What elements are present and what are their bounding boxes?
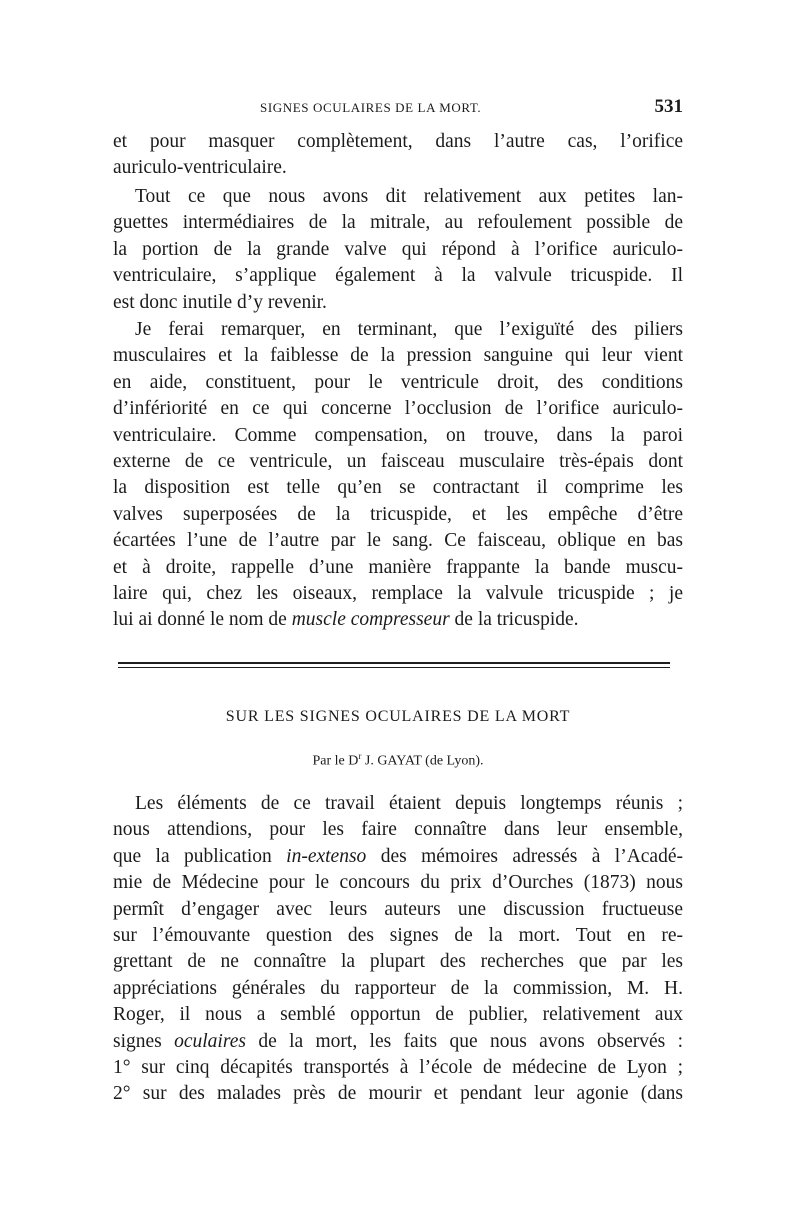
text-line [113, 607, 683, 633]
text-line: Les éléments de ce travail étaient depuis longtemps réunis ; [135, 793, 683, 814]
text-line: 1° sur cinq décapités transportés à l’école de médecine de Lyon ; [113, 1056, 683, 1078]
page-number: 531 [654, 96, 683, 117]
paragraph-muscle-compresseur [113, 317, 683, 634]
text-line: et pour masquer complètement, dans l’autre cas, l’orifice [113, 131, 683, 152]
text-line: Je ferai remarquer, en terminant, que l’exiguïté des piliers [135, 319, 683, 340]
text-line: laire qui, chez les oiseaux, remplace la valvule tricuspide ; je [113, 582, 683, 604]
text-line: musculaires et la faiblesse de la pression sanguine qui leur vient [113, 345, 683, 367]
text-line: ventriculaire, s’applique également à la valvule tricuspide. Il [113, 265, 683, 287]
text-line: Tout ce que nous avons dit relativement aux petites lan- [135, 186, 683, 207]
separator-rule-thick [118, 662, 670, 664]
text-run: de la tricuspide. [449, 609, 579, 631]
article-paragraph [113, 791, 683, 1108]
byline-prefix: Par le D [312, 753, 359, 769]
text-run: de la mort, les faits que nous avons observés : [245, 1030, 683, 1052]
paragraph-tricuspide [113, 184, 683, 316]
text-line: 2° sur des malades près de mourir et pendant leur agonie (dans [113, 1083, 683, 1105]
text-line: ventriculaire. Comme compensation, on trouve, dans la paroi [113, 424, 683, 446]
text-line: grettant de ne connaître la plupart des recherches que par les [113, 951, 683, 973]
text-line: appréciations générales du rapporteur de la commission, M. H. [113, 977, 683, 999]
text-line: la disposition est telle qu’en se contractant il comprime les [113, 477, 683, 499]
text-line: d’infériorité en ce qui concerne l’occlusion de l’orifice auriculo- [113, 398, 683, 420]
text-line: externe de ce ventricule, un faisceau musculaire très-épais dont [113, 450, 683, 472]
byline-author: J. GAYAT (de Lyon). [361, 753, 484, 769]
text-line: permît d’engager avec leurs auteurs une discussion fructueuse [113, 898, 683, 920]
text-line: Roger, il nous a semblé opportun de publier, relativement aux [113, 1004, 683, 1026]
text-line: valves superposées de la tricuspide, et les empêche d’être [113, 503, 683, 525]
text-line: la portion de la grande valve qui répond à l’orifice auriculo- [113, 238, 683, 260]
text-run: des mémoires adressés à l’Acadé- [366, 845, 683, 867]
text-line [113, 1029, 683, 1055]
running-head [113, 96, 683, 118]
separator-rule-thin [118, 667, 670, 668]
continuation-paragraph [113, 129, 683, 182]
italic-term: oculaires [174, 1030, 246, 1052]
article-byline [113, 751, 683, 770]
article-title: SUR LES SIGNES OCULAIRES DE LA MORT [225, 708, 571, 725]
text-line: et à droite, rappelle d’une manière frappante la bande muscu- [113, 556, 683, 578]
text-line: mie de Médecine pour le concours du prix d’Ourches (1873) nous [113, 872, 683, 894]
text-line: écartées l’une de l’autre par le sang. Ce faisceau, oblique en bas [113, 530, 683, 552]
text-run: signes [113, 1030, 175, 1052]
italic-term: in-extenso [286, 845, 367, 867]
byline-superscript: r [358, 751, 362, 761]
running-title: SIGNES OCULAIRES DE LA MORT. [260, 100, 482, 115]
text-line: nous attendions, pour les faire connaître dans leur ensemble, [113, 819, 683, 841]
italic-term: muscle compresseur [291, 609, 450, 631]
text-run: que la publication [113, 845, 287, 867]
text-line: guettes intermédiaires de la mitrale, au refoulement possible de [113, 212, 683, 234]
text-line: auriculo-ventriculaire. [113, 157, 287, 179]
text-line: sur l’émouvante question des signes de la mort. Tout en re- [113, 924, 683, 946]
text-run: lui ai donné le nom de [113, 609, 292, 631]
text-line: en aide, constituent, pour le ventricule droit, des conditions [113, 371, 683, 393]
text-line [113, 844, 683, 870]
text-line: est donc inutile d’y revenir. [113, 291, 327, 313]
